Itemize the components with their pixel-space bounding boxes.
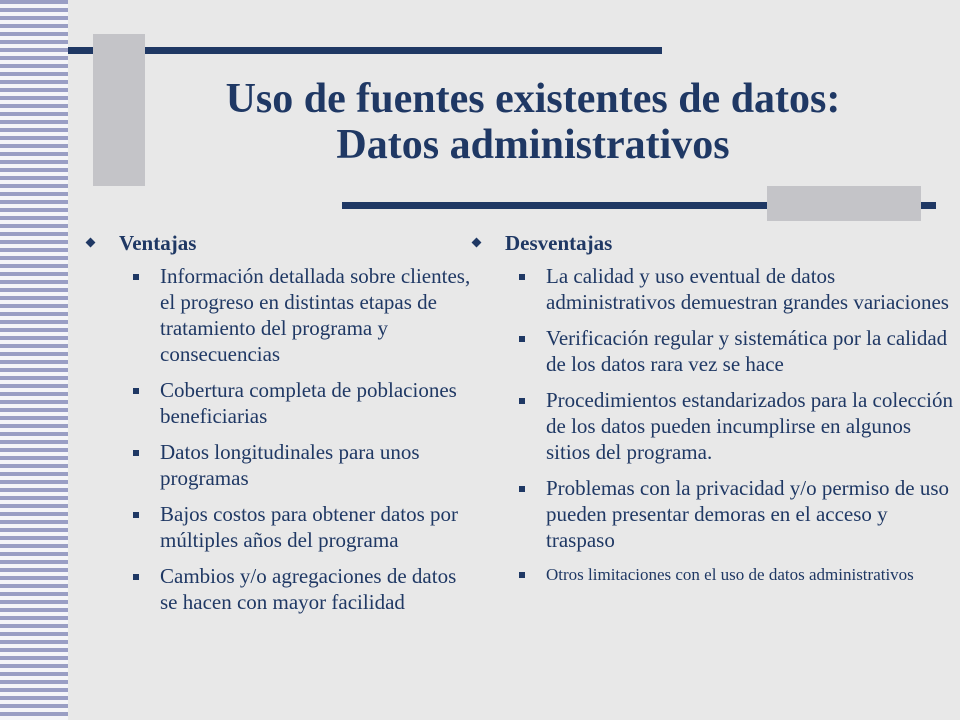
list-item — [466, 475, 954, 553]
square-bullet-icon — [133, 512, 139, 518]
slide-title-line-1: Uso de fuentes existentes de datos: — [225, 76, 841, 122]
list-item — [466, 263, 954, 315]
list-item-text: Problemas con la privacidad y/o permiso de uso pueden presentar demoras en el acceso y traspaso — [546, 476, 949, 552]
list-item-text: Información detallada sobre clientes, el progreso en distintas etapas de tratamiento del programa y consecuencias — [160, 264, 471, 366]
square-bullet-icon — [519, 486, 525, 492]
list-item-text: Datos longitudinales para unos programas — [160, 440, 420, 490]
square-bullet-icon — [519, 274, 525, 280]
top-left-gray-block — [93, 34, 145, 186]
square-bullet-icon — [519, 572, 525, 578]
striped-margin-decoration — [0, 0, 68, 720]
slide-title — [150, 76, 916, 168]
diamond-bullet-icon — [86, 238, 96, 248]
list-item — [466, 325, 954, 377]
list-item-text: Cobertura completa de poblaciones beneficiarias — [160, 378, 457, 428]
disadvantages-column — [466, 230, 954, 596]
square-bullet-icon — [133, 574, 139, 580]
list-item-text: Bajos costos para obtener datos por múltiples años del programa — [160, 502, 459, 552]
list-item-text: Verificación regular y sistemática por la calidad de los datos rara vez se hace — [546, 326, 948, 376]
advantages-heading — [80, 230, 476, 256]
list-item — [80, 563, 476, 615]
square-bullet-icon — [133, 388, 139, 394]
list-item — [466, 563, 954, 586]
list-item — [80, 263, 476, 367]
list-item — [80, 501, 476, 553]
list-item-text: Procedimientos estandarizados para la colección de los datos pueden incumplirse en algunos sitios del programa. — [546, 388, 953, 464]
list-item-text: Cambios y/o agregaciones de datos se hacen con mayor facilidad — [160, 564, 457, 614]
advantages-column — [80, 230, 476, 625]
list-item-text: Otros limitaciones con el uso de datos administrativos — [546, 565, 914, 584]
advantages-heading-label: Ventajas — [119, 231, 197, 255]
disadvantages-heading-label: Desventajas — [505, 231, 613, 255]
advantages-list — [80, 263, 476, 615]
disadvantages-heading — [466, 230, 954, 256]
list-item-text: La calidad y uso eventual de datos administrativos demuestran grandes variaciones — [546, 264, 949, 314]
top-accent-bar — [68, 47, 662, 54]
square-bullet-icon — [133, 274, 139, 280]
diamond-bullet-icon — [472, 238, 482, 248]
right-gray-block — [767, 186, 921, 221]
list-item — [80, 439, 476, 491]
list-item — [80, 377, 476, 429]
disadvantages-list — [466, 263, 954, 586]
list-item — [466, 387, 954, 465]
square-bullet-icon — [519, 398, 525, 404]
square-bullet-icon — [133, 450, 139, 456]
square-bullet-icon — [519, 336, 525, 342]
slide-title-line-2: Datos administrativos — [336, 122, 730, 168]
